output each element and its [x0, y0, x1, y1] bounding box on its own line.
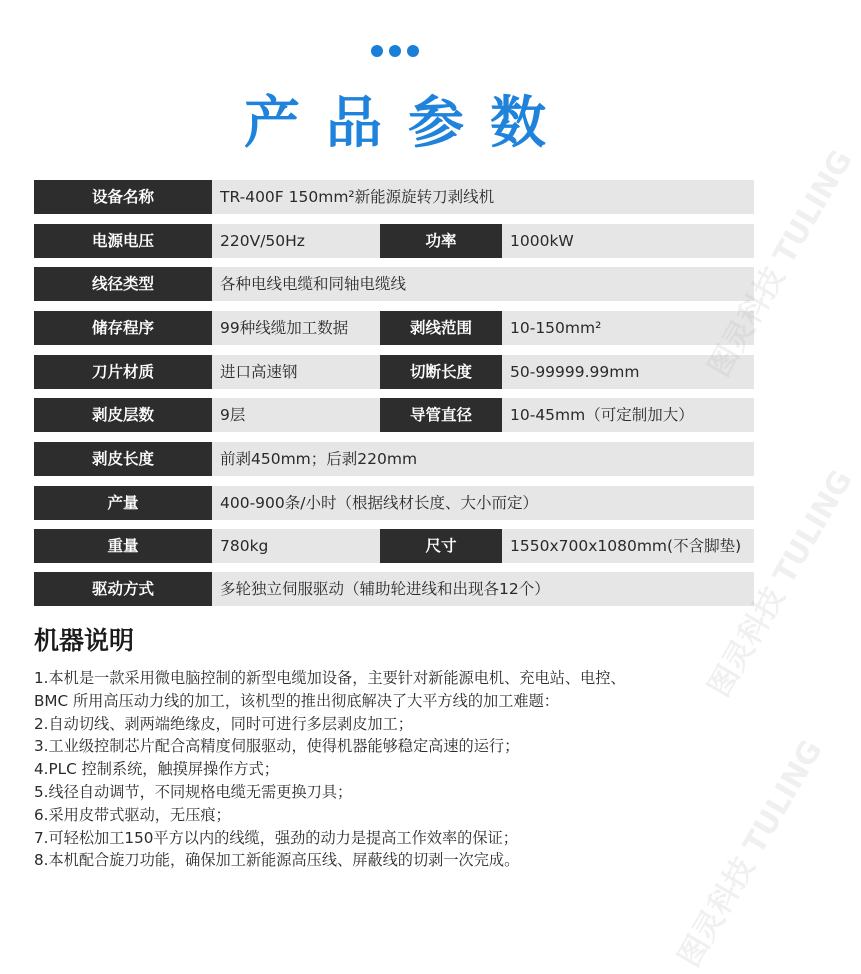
- spec-row-layers-tube: [34, 398, 754, 432]
- spec-row-voltage-power: [34, 224, 754, 258]
- description-line: 7.可轻松加工150平方以内的线缆，强劲的动力是提高工作效率的保证；: [34, 828, 518, 847]
- description-line: 5.线径自动调节，不同规格电缆无需更换刀具；: [34, 782, 353, 801]
- spec-value: 1550x700x1080mm(不含脚垫): [502, 529, 754, 563]
- spec-label: 产量: [34, 486, 212, 520]
- spec-row-storage-range: [34, 311, 754, 345]
- spec-label: 尺寸: [380, 529, 502, 563]
- description-line: 4.PLC 控制系统，触摸屏操作方式；: [34, 760, 279, 779]
- spec-value: 各种电线电缆和同轴电缆线: [212, 267, 754, 301]
- spec-label: 电源电压: [34, 224, 212, 258]
- spec-value: 10-45mm（可定制加大）: [502, 398, 754, 432]
- spec-row-strip-length: [34, 442, 754, 476]
- spec-value: 50-99999.99mm: [502, 355, 754, 389]
- page-title: 产品参数: [244, 91, 572, 156]
- spec-row-wire-type: [34, 267, 754, 301]
- spec-value: 400-900条/小时（根据线材长度、大小而定）: [212, 486, 754, 520]
- description-list: [34, 667, 774, 872]
- spec-row-output: [34, 486, 754, 520]
- spec-label: 切断长度: [380, 355, 502, 389]
- spec-label: 重量: [34, 529, 212, 563]
- description-line: 6.采用皮带式驱动，无压痕；: [34, 805, 231, 824]
- watermark: TULING: [766, 144, 860, 271]
- spec-value: 220V/50Hz: [212, 224, 380, 258]
- spec-label: 设备名称: [34, 180, 212, 214]
- dot-icon: [389, 45, 401, 57]
- spec-row-drive: [34, 572, 754, 606]
- spec-label: 驱动方式: [34, 572, 212, 606]
- spec-label: 剥皮长度: [34, 442, 212, 476]
- watermark: 图灵科技 TULING: [671, 734, 830, 974]
- spec-label: 功率: [380, 224, 502, 258]
- watermark: 图灵科技 TULING: [701, 464, 860, 704]
- description-line: 8.本机配合旋刀功能，确保加工新能源高压线、屏蔽线的切剥一次完成。: [34, 851, 520, 870]
- spec-label: 刀片材质: [34, 355, 212, 389]
- spec-label: 储存程序: [34, 311, 212, 345]
- spec-value: 99种线缆加工数据: [212, 311, 380, 345]
- spec-label: 剥皮层数: [34, 398, 212, 432]
- description-line: 1.本机是一款采用微电脑控制的新型电缆加设备，主要针对新能源电机、充电站、电控、: [34, 669, 626, 687]
- description-line: BMC 所用高压动力线的加工，该机型的推出彻底解决了大平方线的加工难题：: [34, 691, 559, 710]
- decorative-dots: [0, 45, 790, 57]
- description-line: 3.工业级控制芯片配合高精度伺服驱动，使得机器能够稳定高速的运行；: [34, 737, 520, 756]
- spec-value: 1000kW: [502, 224, 754, 258]
- spec-value: 10-150mm²: [502, 311, 754, 345]
- spec-value: 多轮独立伺服驱动（辅助轮进线和出现各12个）: [212, 572, 754, 606]
- spec-label: 导管直径: [380, 398, 502, 432]
- spec-value: TR-400F 150mm²新能源旋转刀剥线机: [212, 180, 754, 214]
- description-line: 2.自动切线、剥两端绝缘皮，同时可进行多层剥皮加工；: [34, 714, 413, 733]
- spec-label: 线径类型: [34, 267, 212, 301]
- spec-row-weight-size: [34, 529, 754, 563]
- spec-value: 前剥450mm；后剥220mm: [212, 442, 754, 476]
- spec-row-device-name: [34, 180, 754, 214]
- spec-value: 9层: [212, 398, 380, 432]
- description-heading: 机器说明: [34, 626, 135, 655]
- dot-icon: [371, 45, 383, 57]
- spec-row-blade-cut: [34, 355, 754, 389]
- dot-icon: [407, 45, 419, 57]
- spec-value: 780kg: [212, 529, 380, 563]
- spec-value: 进口高速钢: [212, 355, 380, 389]
- spec-label: 剥线范围: [380, 311, 502, 345]
